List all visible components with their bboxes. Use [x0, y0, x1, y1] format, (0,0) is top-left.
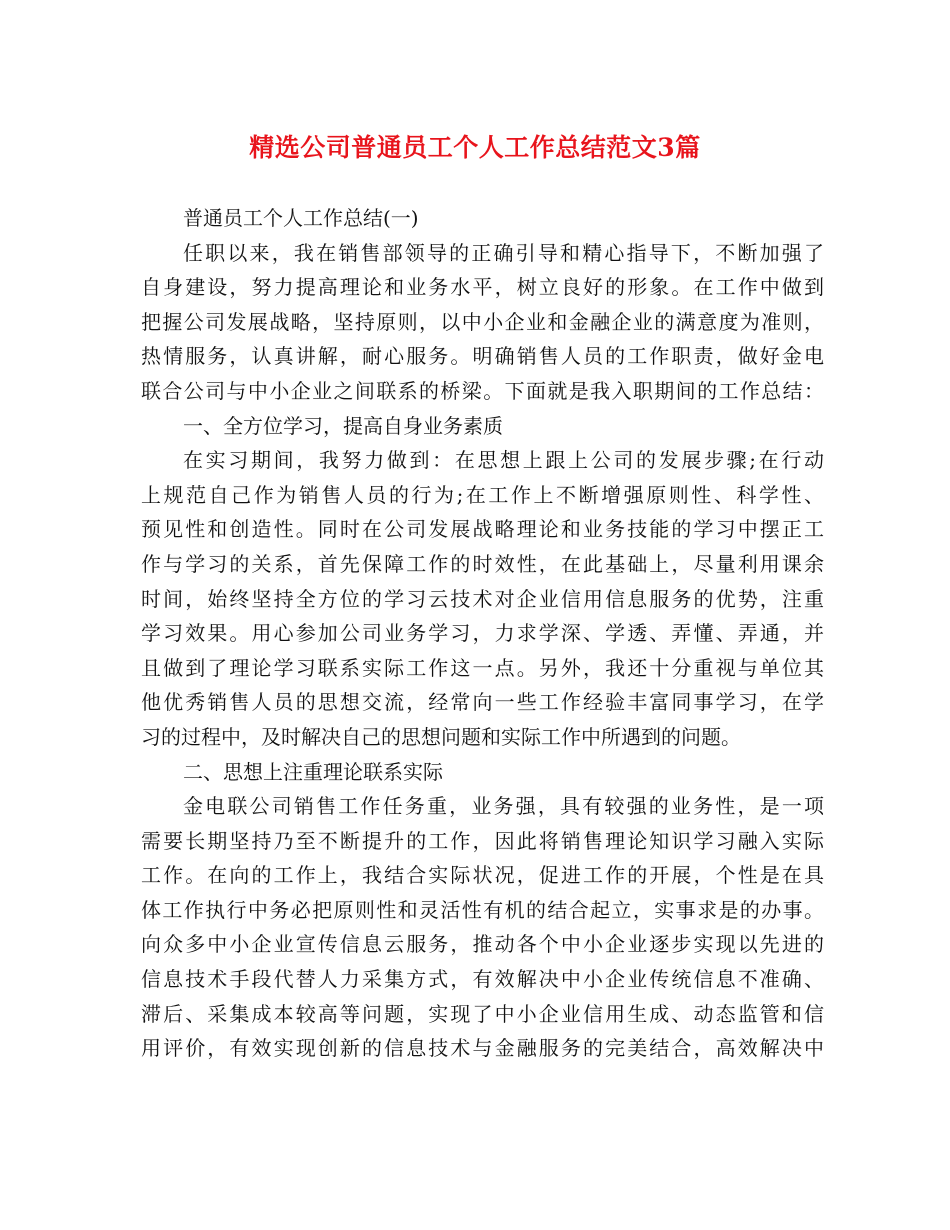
paragraph-line: 他优秀销售人员的思想交流，经常向一些工作经验丰富同事学习，在学: [141, 690, 824, 715]
paragraph-line: 信息技术手段代替人力采集方式，有效解决中小企业传统信息不准确、: [141, 967, 824, 992]
paragraph-line: 联合公司与中小企业之间联系的桥梁。下面就是我入职期间的工作总结：: [141, 378, 824, 403]
paragraph-line: 且做到了理论学习联系实际工作这一点。另外，我还十分重视与单位其: [141, 655, 824, 680]
section-heading: 二、思想上注重理论联系实际: [183, 759, 443, 784]
paragraph-line: 向众多中小企业宣传信息云服务，推动各个中小企业逐步实现以先进的: [141, 932, 824, 957]
paragraph-line: 需要长期坚持乃至不断提升的工作，因此将销售理论知识学习融入实际: [141, 828, 824, 853]
paragraph-line: 在实习期间，我努力做到：在思想上跟上公司的发展步骤;在行动: [183, 448, 824, 473]
paragraph-line: 滞后、采集成本较高等问题，实现了中小企业信用生成、动态监管和信: [141, 1001, 824, 1026]
paragraph-line: 任职以来，我在销售部领导的正确引导和精心指导下，不断加强了: [183, 240, 824, 265]
section-heading: 普通员工个人工作总结(一): [183, 206, 419, 230]
paragraph-line: 预见性和创造性。同时在公司发展战略理论和业务技能的学习中摆正工: [141, 517, 824, 542]
paragraph-line: 学习效果。用心参加公司业务学习，力求学深、学透、弄懂、弄通，并: [141, 621, 824, 646]
paragraph-line: 用评价，有效实现创新的信息技术与金融服务的完美结合，高效解决中: [141, 1036, 824, 1061]
document-body: [141, 201, 824, 1066]
paragraph-line: 热情服务，认真讲解，耐心服务。明确销售人员的工作职责，做好金电: [141, 344, 824, 369]
paragraph-line: 金电联公司销售工作任务重，业务强，具有较强的业务性，是一项: [183, 794, 824, 819]
paragraph-line: 体工作执行中务必把原则性和灵活性有机的结合起立，实事求是的办事。: [141, 897, 824, 922]
paragraph-line: 把握公司发展战略，坚持原则，以中小企业和金融企业的满意度为准则，: [141, 309, 824, 334]
paragraph-line: 工作。在向的工作上，我结合实际状况，促进工作的开展，个性是在具: [141, 863, 824, 888]
paragraph-line: 时间，始终坚持全方位的学习云技术对企业信用信息服务的优势，注重: [141, 586, 824, 611]
paragraph-line: 习的过程中，及时解决自己的思想问题和实际工作中所遇到的问题。: [141, 724, 741, 749]
section-heading: 一、全方位学习，提高自身业务素质: [183, 413, 503, 438]
paragraph-line: 作与学习的关系，首先保障工作的时效性，在此基础上，尽量利用课余: [141, 551, 824, 576]
paragraph-line: 自身建设，努力提高理论和业务水平，树立良好的形象。在工作中做到: [141, 275, 824, 300]
document-title: 精选公司普通员工个人工作总结范文3篇: [249, 133, 701, 162]
paragraph-line: 上规范自己作为销售人员的行为;在工作上不断增强原则性、科学性、: [141, 482, 824, 507]
